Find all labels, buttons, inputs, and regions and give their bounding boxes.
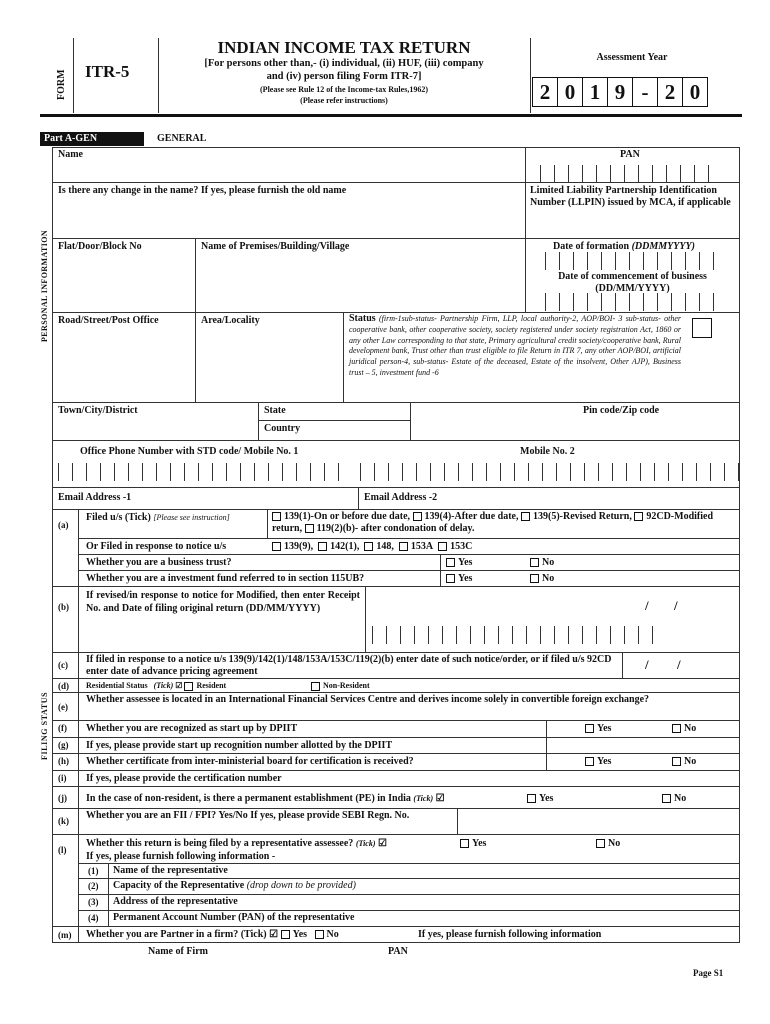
mobile2-label: Mobile No. 2: [520, 446, 575, 457]
divider: [52, 926, 740, 927]
resident-checkbox[interactable]: [184, 682, 193, 691]
row-l-label: (l): [58, 845, 67, 855]
divider: [365, 586, 366, 652]
imb-no-checkbox[interactable]: [672, 757, 681, 766]
pe-yes-checkbox[interactable]: [527, 794, 536, 803]
date-formation-label: Date of formation (DDMMYYYY): [553, 241, 695, 252]
divider: [158, 38, 159, 113]
divider: [52, 737, 740, 738]
row-f-label: (f): [58, 723, 67, 733]
option-139-5-checkbox[interactable]: [521, 512, 530, 521]
divider: [78, 554, 740, 555]
premises-label: Name of Premises/Building/Village: [201, 241, 350, 252]
row-g-label: (g): [58, 740, 69, 750]
non-resident-checkbox[interactable]: [311, 682, 320, 691]
divider: [258, 402, 259, 440]
imb-yes-checkbox[interactable]: [585, 757, 594, 766]
commencement-input[interactable]: [545, 293, 714, 311]
investment-fund-yes-checkbox[interactable]: [446, 574, 455, 583]
revised-label: If revised/in response to notice for Modified, then enter Receipt No. and Date of filing original return (DD/MM/YYYY): [86, 590, 360, 614]
notice-date-label: If filed in response to a notice u/s 139(9)/142(1)/148/153A/153C/119(2)(b) enter date of such notice/order, or if filed u/s 92CD enter date of advance pricing agreement: [86, 654, 612, 677]
check-icon: ☑: [175, 681, 183, 690]
frame: [52, 147, 53, 942]
divider: [52, 238, 740, 239]
filed-options: 139(1)-On or before due date, 139(4)-After due date, 139(5)-Revised Return, 92CD-Modified return, 119(2)(b)- after condonation of delay.: [272, 511, 714, 534]
flat-label: Flat/Door/Block No: [58, 241, 142, 252]
divider: [52, 753, 740, 754]
row-j-label: (j): [58, 793, 67, 803]
partner-more: If yes, please furnish following information: [418, 929, 602, 940]
notice-label: Or Filed in response to notice u/s: [86, 541, 227, 552]
notice-153c-checkbox[interactable]: [438, 542, 447, 551]
form-title: INDIAN INCOME TAX RETURN: [217, 38, 471, 57]
notice-options: 139(9), 142(1), 148, 153A 153C: [272, 541, 472, 552]
rep-yes-checkbox[interactable]: [460, 839, 469, 848]
divider: [622, 652, 623, 678]
option-139-1-checkbox[interactable]: [272, 512, 281, 521]
divider: [78, 538, 740, 539]
filing-status-vertical: FILING STATUS: [40, 691, 49, 760]
road-label: Road/Street/Post Office: [58, 315, 159, 326]
divider: [52, 652, 740, 653]
filed-us-label: Filed u/s (Tick): [86, 512, 151, 523]
business-trust-yes-checkbox[interactable]: [446, 558, 455, 567]
date-slash: /: [674, 598, 678, 613]
divider: [530, 38, 531, 113]
partner-no-checkbox[interactable]: [315, 930, 324, 939]
rule-note: (Please see Rule 12 of the Income-tax Rules,1962): [260, 85, 428, 94]
representative-more: If yes, please furnish following information -: [86, 851, 276, 862]
receipt-input[interactable]: [372, 626, 653, 644]
divider: [358, 487, 359, 509]
divider: [195, 238, 196, 402]
divider: [52, 312, 740, 313]
rep-pan-label: Permanent Account Number (PAN) of the representative: [113, 912, 355, 923]
row-b-label: (b): [58, 602, 69, 612]
area-label: Area/Locality: [201, 315, 260, 326]
year-digit: 2: [532, 77, 558, 107]
pe-no-checkbox[interactable]: [662, 794, 671, 803]
rep-item-number: (2): [88, 881, 99, 891]
rep-item-number: (3): [88, 897, 99, 907]
assessment-year-box: [532, 77, 708, 107]
pan-input[interactable]: [540, 165, 709, 183]
rep-item-number: (1): [88, 866, 99, 876]
check-icon: ☑: [378, 838, 387, 849]
divider: [52, 942, 740, 943]
rep-capacity-label: Capacity of the Representative: [113, 880, 247, 891]
divider: [457, 808, 458, 834]
assessment-year-label: Assessment Year: [596, 52, 668, 63]
divider: [52, 834, 740, 835]
option-92cd-checkbox[interactable]: [634, 512, 643, 521]
divider: [267, 509, 268, 538]
divider: [52, 182, 740, 183]
divider: [52, 770, 740, 771]
year-digit: -: [633, 77, 658, 107]
divider: [78, 863, 740, 864]
country-label: Country: [264, 423, 301, 434]
llpin-label: Limited Liability Partnership Identification Number (LLPIN) issued by MCA, if applicable: [530, 185, 731, 208]
ifsc-label: Whether assessee is located in an International Financial Services Centre and derives income solely in convertible foreign exchange?: [86, 694, 650, 705]
check-icon: ☑: [269, 929, 279, 940]
pan-label: PAN: [620, 149, 640, 160]
rep-capacity-note: (drop down to be provided): [246, 880, 356, 891]
form-subtitle-2: and (iv) person filing Form ITR-7]: [266, 71, 422, 82]
name-label: Name: [58, 149, 83, 160]
pe-label: In the case of non-resident, is there a permanent establishment (PE) in India: [86, 793, 411, 804]
status-description: Status (firm-1sub-status- Partnership Firm, LLP, local authority-2, AOP/BOI- 3 sub-status- other cooperative bank, other cooperative society, society registered under society registration Act, 1860 or any other Law corresponding to that state, Primary agricultural credit society/cooperative bank, Rural development bank, Trust other than trust eligible to file Return in ITR 7, any other AOP/BOI, artificial juridical person-4, sub-status- Estate of the deceased, Estate of the insolvent, Other AJP), Business trust – 5, investment fund -6: [349, 313, 681, 377]
check-icon: ☑: [435, 793, 445, 804]
rep-item-number: (4): [88, 913, 99, 923]
divider: [546, 720, 547, 770]
date-slash: /: [677, 657, 681, 672]
office-phone-input[interactable]: [58, 463, 339, 481]
divider: [78, 894, 740, 895]
header-rule: [40, 114, 742, 117]
pin-label: Pin code/Zip code: [583, 405, 660, 416]
business-trust-label: Whether you are a business trust?: [86, 557, 232, 568]
imb-label: Whether certificate from inter-ministerial board for certification is received?: [86, 756, 414, 767]
form-vertical-label: FORM: [56, 69, 67, 100]
form-code: ITR-5: [85, 62, 130, 81]
representative-label: Whether this return is being filed by a representative assessee?: [86, 838, 354, 849]
divider: [52, 402, 740, 403]
filed-us-note: [Please see instruction]: [153, 513, 230, 522]
year-digit: 0: [558, 77, 583, 107]
divider: [52, 586, 740, 587]
divider: [258, 420, 410, 421]
divider: [52, 692, 740, 693]
personal-info-vertical: PERSONAL INFORMATION: [40, 229, 49, 342]
page-number: Page S1: [693, 968, 724, 978]
divider: [78, 878, 740, 879]
notice-148-checkbox[interactable]: [364, 542, 373, 551]
residential-label: Residential Status: [86, 681, 148, 690]
date-formation-input[interactable]: [545, 252, 714, 270]
row-i-label: (i): [58, 773, 67, 783]
row-k-label: (k): [58, 816, 69, 826]
date-slash: /: [645, 598, 649, 613]
firm-pan-label: PAN: [388, 946, 408, 957]
divider: [52, 440, 740, 441]
name-change-label: Is there any change in the name? If yes, please furnish the old name: [58, 185, 347, 196]
divider: [52, 808, 740, 809]
row-m-label: (m): [58, 930, 72, 940]
rep-address-label: Address of the representative: [113, 896, 238, 907]
rep-name-label: Name of the representative: [113, 865, 228, 876]
office-phone-label: Office Phone Number with STD code/ Mobile No. 1: [80, 446, 299, 457]
divider: [78, 910, 740, 911]
divider: [73, 38, 74, 113]
form-subtitle-1: [For persons other than,- (i) individual, (ii) HUF, (iii) company: [204, 58, 484, 69]
year-digit: 2: [658, 77, 683, 107]
row-a-label: (a): [58, 520, 69, 530]
notice-139-9-checkbox[interactable]: [272, 542, 281, 551]
year-digit: 1: [583, 77, 608, 107]
town-label: Town/City/District: [58, 405, 138, 416]
date-slash: /: [645, 657, 649, 672]
divider: [52, 678, 740, 679]
startup-yes-checkbox[interactable]: [585, 724, 594, 733]
divider: [78, 570, 740, 571]
divider: [52, 786, 740, 787]
frame: [52, 147, 740, 148]
divider: [525, 238, 526, 312]
notice-142-1-checkbox[interactable]: [318, 542, 327, 551]
year-digit: 0: [683, 77, 708, 107]
option-139-4-checkbox[interactable]: [413, 512, 422, 521]
divider: [52, 720, 740, 721]
divider: [525, 147, 526, 239]
cert-number-label: If yes, please provide the certification number: [86, 773, 282, 784]
partner-label: Whether you are Partner in a firm? (Tick): [86, 929, 267, 940]
fii-label: Whether you are an FII / FPI? Yes/No If yes, please provide SEBI Regn. No.: [86, 810, 410, 821]
investment-fund-no-checkbox[interactable]: [530, 574, 539, 583]
mobile2-input[interactable]: [360, 463, 739, 481]
part-title: GENERAL: [157, 133, 207, 144]
notice-153a-checkbox[interactable]: [399, 542, 408, 551]
firm-name-label: Name of Firm: [148, 946, 208, 957]
status-box[interactable]: [692, 318, 712, 338]
startup-number-label: If yes, please provide start up recognition number allotted by the DPIIT: [86, 740, 393, 751]
part-label: Part A-GEN: [40, 132, 144, 146]
instructions-note: (Please refer instructions): [300, 96, 388, 105]
commencement-label: Date of commencement of business (DD/MM/YYYY): [558, 271, 707, 294]
divider: [52, 509, 740, 510]
business-trust-no-checkbox[interactable]: [530, 558, 539, 567]
divider: [108, 863, 109, 927]
partner-yes-checkbox[interactable]: [281, 930, 290, 939]
divider: [410, 402, 411, 440]
rep-no-checkbox[interactable]: [596, 839, 605, 848]
row-h-label: (h): [58, 756, 69, 766]
option-119-checkbox[interactable]: [305, 524, 314, 533]
email2-label: Email Address -2: [364, 492, 438, 503]
row-d-label: (d): [58, 681, 69, 691]
year-digit: 9: [608, 77, 633, 107]
divider: [343, 312, 344, 402]
divider: [52, 487, 740, 488]
row-e-label: (e): [58, 702, 68, 712]
frame: [739, 147, 740, 942]
email1-label: Email Address -1: [58, 492, 132, 503]
startup-no-checkbox[interactable]: [672, 724, 681, 733]
state-label: State: [264, 405, 286, 416]
startup-label: Whether you are recognized as start up by DPIIT: [86, 723, 298, 734]
investment-fund-label: Whether you are a investment fund referred to in section 115UB?: [86, 573, 365, 584]
row-c-label: (c): [58, 660, 68, 670]
